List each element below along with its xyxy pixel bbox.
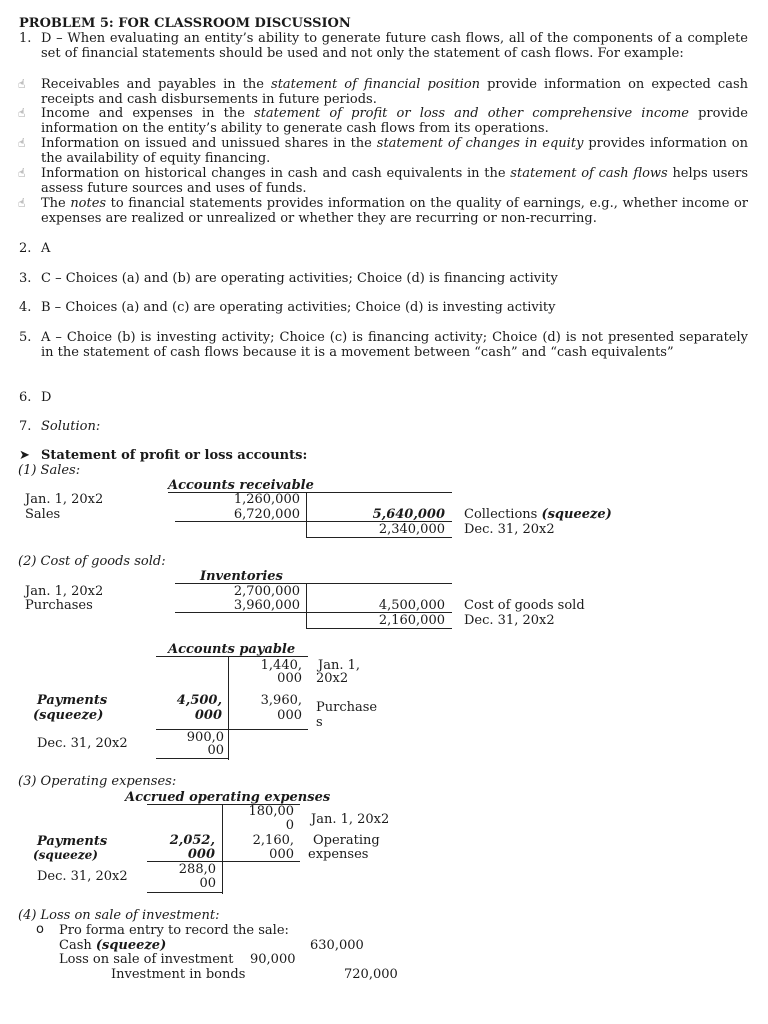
right-label: Purchase [316,700,378,715]
arrow-bullet-icon: ➤ [19,448,30,463]
hand-pointer-icon: ☝ [18,77,26,91]
item-answer: C – Choices (a) and (b) are operating activities; Choice (d) is financing activity [41,271,558,286]
credit-value: 2,160, [252,833,294,848]
right-label: Collections (squeeze) [464,507,612,522]
item-answer: A [41,241,51,256]
item-number: 5. [19,330,32,345]
t-account-top-line [156,656,308,657]
bullet-5: The notes to financial statements provides information on the quality of earnings, e.g., whether income or expenses are realized or unrealized or whether they are recurring or non-recurring. [41,196,748,226]
right-label: 20x2 [316,671,349,686]
right-label: Dec. 31, 20x2 [464,613,555,628]
item-answer: Solution: [41,419,101,434]
ending-balance: 900,0 [186,730,224,745]
circle-bullet-icon: o [36,922,44,937]
debit-value: 2,700,000 [233,584,300,599]
right-label: Operating [313,833,380,848]
loss-caption: (4) Loss on sale of investment: [18,908,220,923]
credit-value: 1,440, [260,658,302,673]
loss-intro: Pro forma entry to record the sale: [59,923,289,938]
bullet-3: Information on issued and unissued shares in the statement of changes in equity provides information on the availability of equity financing. [41,136,748,166]
item-number: 3. [19,271,32,286]
opex-caption: (3) Operating expenses: [18,774,177,789]
credit-value: 0 [285,818,294,833]
item-number: 1. [19,31,32,46]
debit-value: 1,260,000 [233,492,300,507]
credit-value: 2,340,000 [378,522,445,537]
right-label: Dec. 31, 20x2 [464,522,555,537]
right-label: Jan. 1, [318,658,361,673]
credit-value: 4,500,000 [378,598,445,613]
item-1-intro: D – When evaluating an entity’s ability to generate future cash flows, all of the components of a complete set of financial statements should be used and not only the statement of cash flows. For example: [41,31,748,61]
item-number: 2. [19,241,32,256]
item-answer: D [41,390,52,405]
bullet-1: Receivables and payables in the statement of financial position provide information on expected cash receipts and cash disbursements in future periods. [41,77,748,107]
journal-amount: 720,000 [344,967,398,982]
cogs-caption: (2) Cost of goods sold: [18,554,166,569]
debit-value: 000 [187,847,215,862]
item-number: 7. [19,419,32,434]
end-label: Dec. 31, 20x2 [37,736,128,751]
left-label: Sales [25,507,61,522]
item-answer: A – Choice (b) is investing activity; Choice (c) is financing activity; Choice (d) is not presented separately in the statement of cash flows because it is a movement between “cash” and “cash equivalents” [41,330,748,360]
journal-debit-account: Cash (squeeze) [59,938,167,953]
debit-value: 000 [194,708,222,723]
bullet-4: Information on historical changes in cash and cash equivalents in the statement of cash flows helps users assess future sources and uses of funds. [41,166,749,196]
right-label: Cost of goods sold [464,598,585,613]
hand-pointer-icon: ☝ [18,166,26,180]
t-account-title: Accounts receivable [168,478,314,493]
left-label: Jan. 1, 20x2 [25,584,104,599]
credit-total-line [306,537,452,538]
right-label: s [316,715,323,730]
sales-caption: (1) Sales: [18,463,81,478]
payments-label: (squeeze) [33,848,98,862]
journal-credit-account: Investment in bonds [111,967,246,982]
t-account-total-line [156,758,228,759]
credit-value: 5,640,000 [372,507,445,522]
page-title: PROBLEM 5: FOR CLASSROOM DISCUSSION [19,16,351,31]
hand-pointer-icon: ☝ [18,196,26,210]
debit-subtotal-line [175,521,306,522]
t-account-divider [306,583,307,628]
payments-label: Payments [37,693,108,708]
right-label: Jan. 1, 20x2 [311,812,390,827]
debit-value: 3,960,000 [233,598,300,613]
ending-balance: 288,0 [178,862,216,877]
t-account-divider [228,656,229,760]
item-number: 6. [19,390,32,405]
right-label: expenses [308,847,369,862]
journal-debit-account: Loss on sale of investment [59,952,234,967]
t-account-total-line [147,892,222,893]
item-answer: B – Choices (a) and (c) are operating activities; Choice (d) is investing activity [41,300,556,315]
journal-amount: 90,000 [250,952,296,967]
left-label: Jan. 1, 20x2 [25,492,104,507]
debit-subtotal-line [175,612,306,613]
t-account-divider [306,492,307,537]
end-label: Dec. 31, 20x2 [37,869,128,884]
payments-label: (squeeze) [33,708,104,723]
credit-value: 2,160,000 [378,613,445,628]
credit-total-line [306,628,452,629]
ending-balance: 00 [199,876,216,891]
debit-value: 4,500, [176,693,222,708]
section-heading: Statement of profit or loss accounts: [41,448,308,463]
t-account-title: Accounts payable [168,642,296,657]
hand-pointer-icon: ☝ [18,136,26,150]
credit-value: 000 [277,671,302,686]
journal-amount: 630,000 [310,938,364,953]
credit-value: 000 [277,708,302,723]
t-account-title: Inventories [200,569,283,584]
credit-value: 180,00 [248,804,294,819]
t-account-divider [222,804,223,894]
hand-pointer-icon: ☝ [18,106,26,120]
t-account-title: Accrued operating expenses [125,790,331,805]
item-number: 4. [19,300,32,315]
credit-value: 000 [269,847,294,862]
payments-label: Payments [37,834,108,849]
left-label: Purchases [25,598,93,613]
ending-balance: 00 [207,743,224,758]
bullet-2: Income and expenses in the statement of profit or loss and other comprehensive income provide information on the entity’s ability to generate cash flows from its operations. [41,106,748,136]
credit-value: 3,960, [260,693,302,708]
debit-value: 2,052, [169,833,215,848]
debit-value: 6,720,000 [233,507,300,522]
